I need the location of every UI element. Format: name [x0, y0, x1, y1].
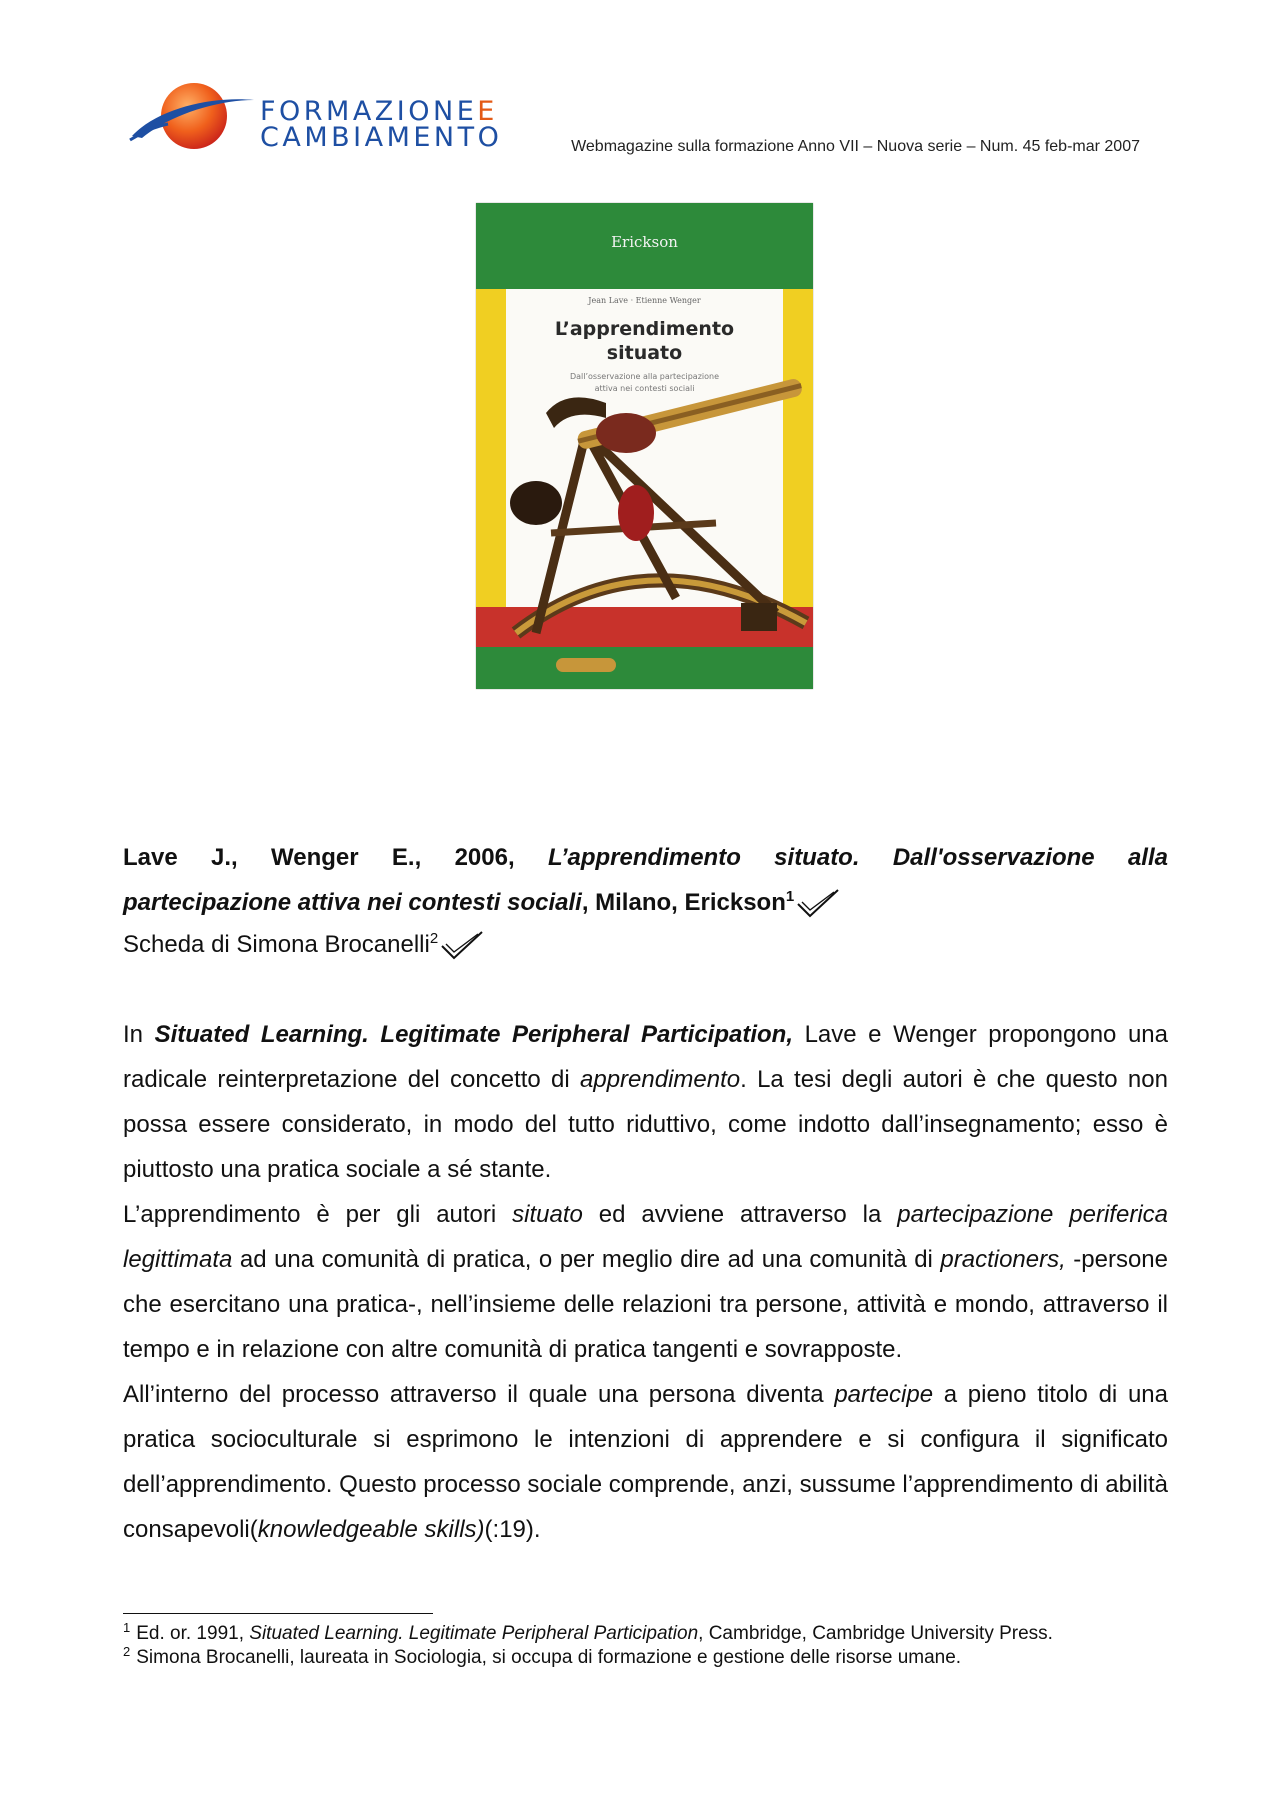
footnote-separator [123, 1613, 433, 1614]
footnote-1: $^1$ Ed. or. 1991, Situated Learning. Legitimate Peripheral Participation, Cambridge, Cambridge University Press. [123, 1619, 1053, 1644]
cover-authors: Jean Lave · Etienne Wenger [588, 296, 701, 305]
paragraph-2: L’apprendimento è per gli autori situato ed avviene attraverso la partecipazione periferica legittimata ad una comunità di pratica, o per meglio dire ad una comunità di practioners, -persone che esercitano una pratica-, nell’insieme delle relazioni tra persone, attività e mondo, attraverso il tempo e in relazione con altre comunità di pratica tangenti e sovrapposte. [123, 1201, 1168, 1363]
footnote-ref-1[interactable]: 1 [785, 888, 795, 905]
cover-title: L’apprendimento situato [554, 318, 735, 364]
logo-globe-icon [128, 78, 258, 158]
sextant-illustration [476, 203, 813, 689]
footnotes [123, 1619, 1168, 1670]
reference-line1: Lave J., Wenger E., 2006, L’apprendimento situato. Dall'osservazione alla [123, 844, 1168, 871]
logo-wordmark-line1: FORMAZIONEE [260, 96, 498, 127]
masthead: Webmagazine sulla formazione Anno VII – Nuova serie – Num. 45 feb-mar 2007 [571, 138, 1140, 155]
cover-publisher: Erickson [611, 233, 678, 251]
reference-line2: partecipazione attiva nei contesti sociali, Milano, Erickson$^1$ [123, 889, 840, 916]
cover-subtitle: Dall’osservazione alla partecipazione attiva nei contesti sociali [569, 372, 719, 393]
logo-wordmark-line2: CAMBIAMENTO [260, 122, 503, 153]
logo [128, 78, 518, 158]
book-reference [123, 835, 1168, 925]
article-body [123, 1012, 1168, 1552]
paragraph-1: In Situated Learning. Legitimate Peripheral Participation, Lave e Wenger propongono una radicale reinterpretazione del concetto di apprendimento. La tesi degli autori è che questo non possa essere considerato, in modo del tutto riduttivo, come indotto dall’insegnamento; esso è piuttosto una pratica sociale a sé stante. [123, 1021, 1169, 1183]
checkmark-icon [440, 930, 484, 962]
scheda-author: Scheda di Simona Brocanelli$^2$ [123, 922, 1168, 967]
book-cover [476, 203, 813, 689]
footnote-2: $^2$ Simona Brocanelli, laureata in Sociologia, si occupa di formazione e gestione delle risorse umane. [123, 1643, 962, 1668]
checkmark-icon [796, 888, 840, 920]
footnote-ref-2[interactable]: 2 [429, 930, 439, 947]
paragraph-3: All’interno del processo attraverso il quale una persona diventa partecipe a pieno titolo di una pratica socioculturale si esprimono le intenzioni di apprendere e si configura il significato dell’apprendimento. Questo processo sociale comprende, anzi, sussume l’apprendimento di abilità consapevoli(knowledgeable skills)(:19). [123, 1381, 1169, 1543]
